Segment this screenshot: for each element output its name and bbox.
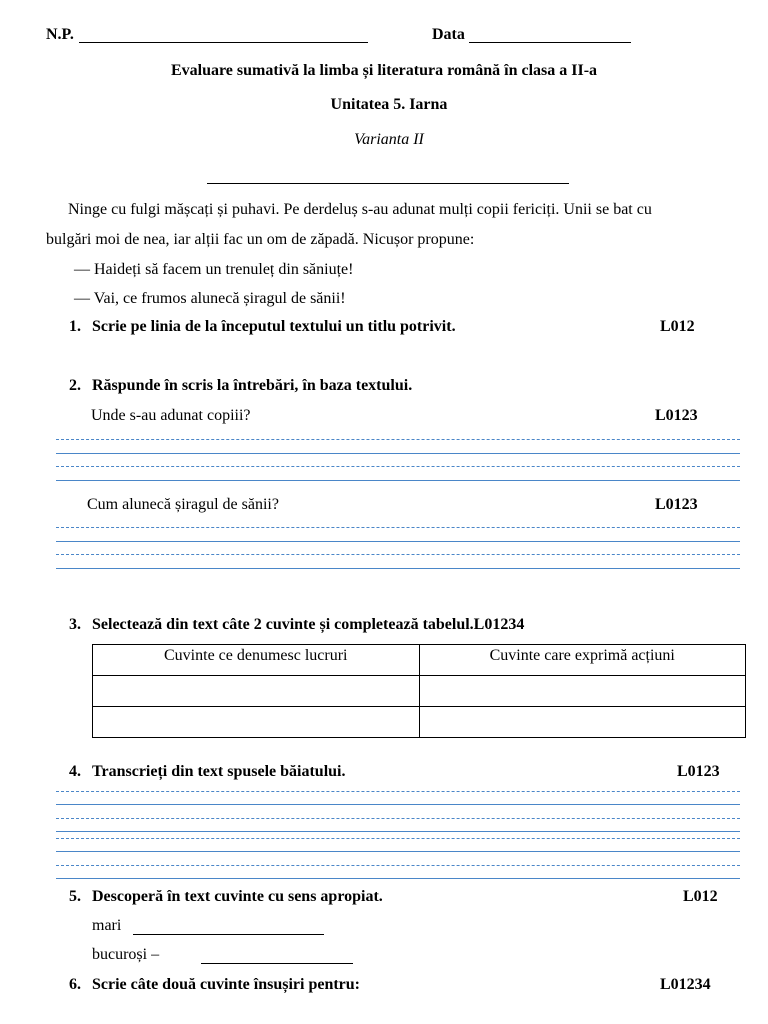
answer-line[interactable]	[56, 480, 740, 481]
answer-line[interactable]	[56, 554, 740, 555]
task-1-number: 1.	[69, 318, 81, 335]
answer-line[interactable]	[56, 838, 740, 839]
task-6-text: Scrie câte două cuvinte însușiri pentru:	[92, 976, 360, 993]
table-cell[interactable]	[93, 707, 420, 738]
task-4-text: Transcrieți din text spusele băiatului.	[92, 763, 346, 780]
dialog-line-1: — Haideți să facem un trenuleț din săniuțe!	[74, 261, 354, 278]
answer-line[interactable]	[56, 831, 740, 832]
words-table	[92, 644, 746, 738]
answer-line[interactable]	[56, 791, 740, 792]
title-answer-line[interactable]	[207, 183, 569, 184]
task-1-text: Scrie pe linia de la începutul textului un titlu potrivit.	[92, 318, 456, 335]
answer-line[interactable]	[56, 541, 740, 542]
task-5-text: Descoperă în text cuvinte cu sens apropiat.	[92, 888, 383, 905]
table-cell[interactable]	[419, 676, 746, 707]
answer-line[interactable]	[56, 878, 740, 879]
answer-line[interactable]	[56, 851, 740, 852]
answer-line[interactable]	[56, 804, 740, 805]
student-name-label: N.P.	[46, 26, 74, 43]
dialog-line-2: — Vai, ce frumos alunecă șiragul de sănii!	[74, 290, 346, 307]
answer-line[interactable]	[56, 527, 740, 528]
unit-title: Unitatea 5. Iarna	[330, 96, 448, 113]
answer-line[interactable]	[56, 865, 740, 866]
column-header-things: Cuvinte ce denumesc lucruri	[93, 645, 420, 676]
answer-line[interactable]	[56, 568, 740, 569]
date-line[interactable]	[469, 42, 631, 43]
answer-line[interactable]	[56, 818, 740, 819]
task-5-number: 5.	[69, 888, 81, 905]
passage-line-2: bulgări moi de nea, iar alții fac un om de zăpadă. Nicușor propune:	[46, 231, 475, 248]
synonym-word-1: mari	[92, 917, 122, 934]
question-2: Cum alunecă șiragul de sănii?	[87, 496, 279, 513]
answer-line[interactable]	[56, 453, 740, 454]
task-2-number: 2.	[69, 377, 81, 394]
passage-line-1: Ninge cu fulgi mășcați și puhavi. Pe derdeluș s-au adunat mulți copii fericiți. Unii se bat cu	[68, 201, 652, 218]
synonym-word-2: bucuroși –	[92, 946, 160, 963]
task-1-code: L012	[660, 318, 695, 335]
task-4-number: 4.	[69, 763, 81, 780]
variant-label: Varianta II	[354, 131, 424, 148]
question-1-code: L0123	[655, 407, 698, 424]
task-5-code: L012	[683, 888, 718, 905]
task-6-number: 6.	[69, 976, 81, 993]
task-6-code: L01234	[660, 976, 711, 993]
student-name-line[interactable]	[79, 42, 368, 43]
table-cell[interactable]	[93, 676, 420, 707]
answer-line[interactable]	[56, 466, 740, 467]
table-cell[interactable]	[419, 707, 746, 738]
table-header-row	[93, 645, 746, 676]
table-row	[93, 676, 746, 707]
answer-line[interactable]	[56, 439, 740, 440]
task-2-text: Răspunde în scris la întrebări, în baza textului.	[92, 377, 413, 394]
task-3-text: Selectează din text câte 2 cuvinte și completează tabelul.L01234	[92, 616, 525, 633]
column-header-actions: Cuvinte care exprimă acțiuni	[419, 645, 746, 676]
synonym-answer-line-2[interactable]	[201, 963, 353, 964]
task-4-code: L0123	[677, 763, 720, 780]
question-2-code: L0123	[655, 496, 698, 513]
page-title: Evaluare sumativă la limba și literatura română în clasa a II-a	[170, 62, 598, 79]
task-3-number: 3.	[69, 616, 81, 633]
question-1: Unde s-au adunat copiii?	[91, 407, 251, 424]
synonym-answer-line-1[interactable]	[133, 934, 324, 935]
date-label: Data	[432, 26, 465, 43]
table-row	[93, 707, 746, 738]
